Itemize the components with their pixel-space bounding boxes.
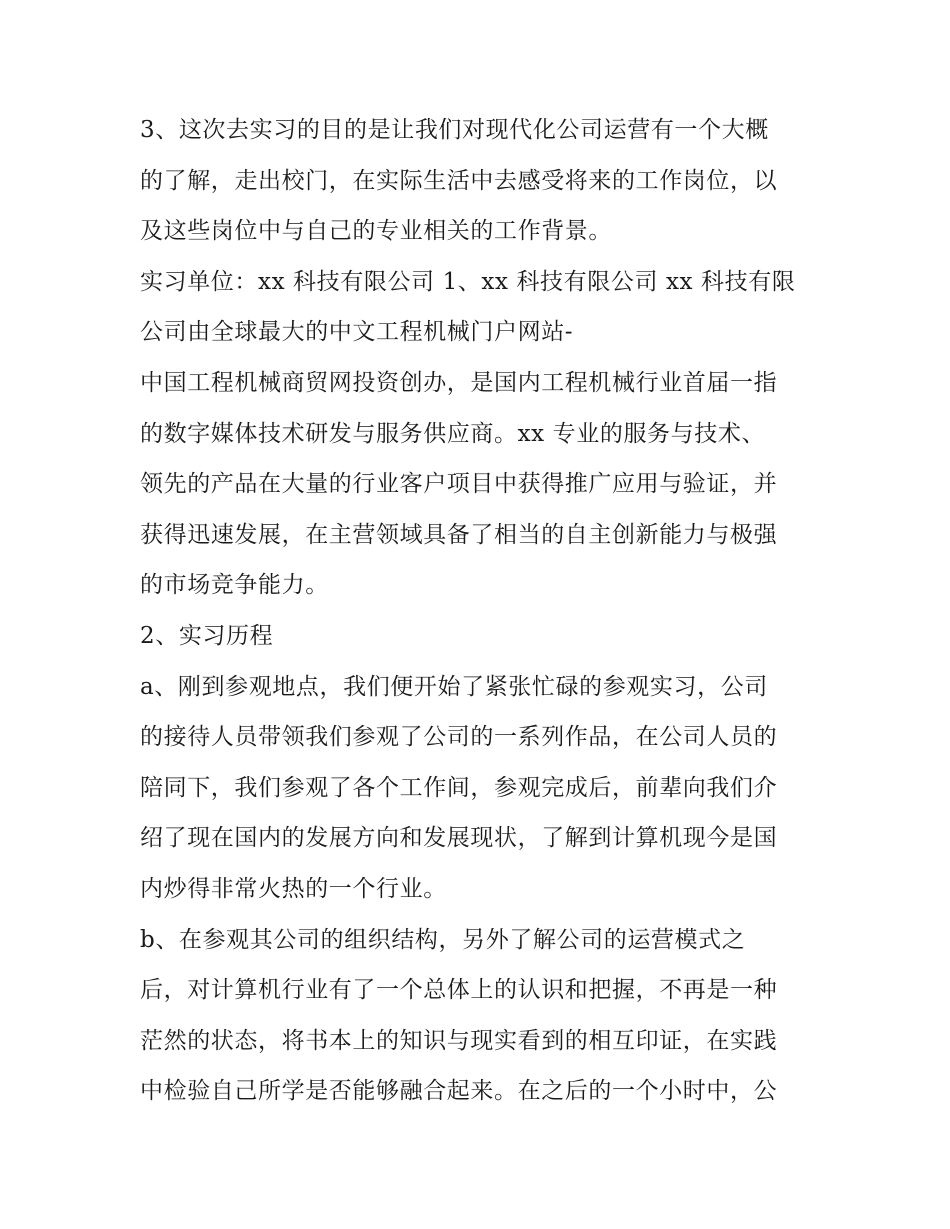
text-line-5: 公司由全球最大的中文工程机械门户网站- [140,319,574,346]
text-line-2: 的了解，走出校门，在实际生活中去感受将来的工作岗位，以 [140,167,778,194]
text-line-10: 的市场竞争能力。 [140,572,329,599]
text-line-14: 陪同下，我们参观了各个工作间，参观完成后，前辈向我们介 [140,774,778,801]
text-line-16: 内炒得非常火热的一个行业。 [140,875,447,902]
section-heading: 2、实习历程 [140,622,274,649]
text-line-18: 后，对计算机行业有了一个总体上的认识和把握，不再是一种 [140,977,778,1004]
text-line-3: 及这些岗位中与自己的专业相关的工作背景。 [140,218,612,245]
text-line-13: 的接待人员带领我们参观了公司的一系列作品，在公司人员的 [140,724,778,751]
text-line-17: b、在参观其公司的组织结构，另外了解公司的运营模式之 [140,926,746,953]
text-line-20: 中检验自己所学是否能够融合起来。在之后的一个小时中，公 [140,1078,778,1105]
text-line-4: 实习单位：xx 科技有限公司 1、xx 科技有限公司 xx 科技有限 [140,268,796,295]
text-line-19: 茫然的状态，将书本上的知识与现实看到的相互印证，在实践 [140,1027,778,1054]
text-line-9: 获得迅速发展，在主营领域具备了相当的自主创新能力与极强 [140,521,778,548]
text-line-12: a、刚到参观地点，我们便开始了紧张忙碌的参观实习，公司 [140,673,768,700]
document-body [140,105,830,1117]
text-line-6: 中国工程机械商贸网投资创办，是国内工程机械行业首届一指 [140,369,778,396]
text-line-15: 绍了现在国内的发展方向和发展现状，了解到计算机现今是国 [140,825,778,852]
text-line-7: 的数字媒体技术研发与服务供应商。xx 专业的服务与技术、 [140,420,766,447]
text-line-1: 3、这次去实习的目的是让我们对现代化公司运营有一个大概 [140,117,769,143]
text-line-8: 领先的产品在大量的行业客户项目中获得推广应用与验证，并 [140,471,778,498]
